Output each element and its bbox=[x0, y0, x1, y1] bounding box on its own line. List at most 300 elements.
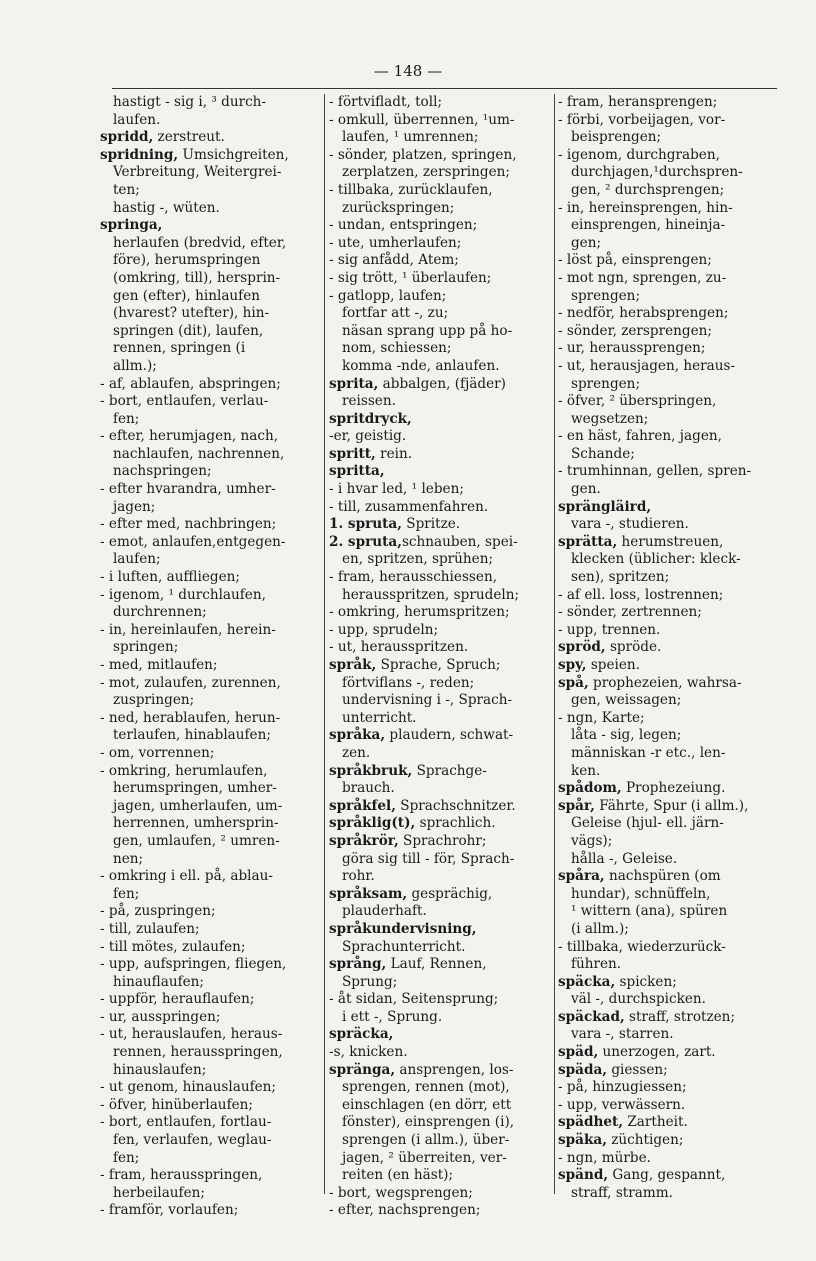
entry-text: Lauf, Rennen, bbox=[386, 956, 487, 973]
entry-line bbox=[329, 886, 553, 904]
entry-text: göra sig till - för, Sprach- bbox=[329, 850, 515, 867]
entry-line bbox=[329, 463, 553, 481]
entry-line bbox=[329, 288, 553, 306]
entry-line bbox=[329, 604, 553, 622]
entry-line bbox=[558, 1062, 786, 1080]
entry-text: - bort, entlaufen, verlau- bbox=[100, 393, 269, 410]
entry-text: förtviflans -, reden; bbox=[329, 674, 475, 691]
entry-line bbox=[100, 129, 322, 147]
entry-text: - i hvar led, ¹ leben; bbox=[329, 481, 464, 498]
headword: språka, bbox=[329, 727, 386, 744]
entry-text: - på, hinzugiessen; bbox=[558, 1079, 687, 1096]
entry-text: - till, zusammenfahren. bbox=[329, 498, 489, 515]
entry-line bbox=[100, 112, 322, 130]
entry-text: brauch. bbox=[329, 780, 395, 797]
entry-line bbox=[558, 217, 786, 235]
entry-line bbox=[558, 1150, 786, 1168]
entry-text: beisprengen; bbox=[558, 129, 662, 146]
entry-text: - omkring i ell. på, ablau- bbox=[100, 868, 273, 885]
entry-text: - nedför, herabsprengen; bbox=[558, 305, 729, 322]
entry-text: - sig trött, ¹ überlaufen; bbox=[329, 269, 492, 286]
entry-text: - fram, herausspringen, bbox=[100, 1167, 263, 1184]
entry-line bbox=[329, 657, 553, 675]
entry-text: hinauflaufen; bbox=[100, 973, 205, 990]
headword: spritt, bbox=[329, 445, 376, 462]
entry-line bbox=[558, 921, 786, 939]
entry-text: unterricht. bbox=[329, 709, 417, 726]
entry-text: - förbi, vorbeijagen, vor- bbox=[558, 111, 726, 128]
entry-text: - efter hvarandra, umher- bbox=[100, 481, 276, 498]
entry-text: sprengen; bbox=[558, 375, 641, 392]
entry-line bbox=[329, 710, 553, 728]
entry-text: - upp, aufspringen, fliegen, bbox=[100, 956, 287, 973]
entry-text: Sprachschnitzer. bbox=[395, 797, 516, 814]
entry-line bbox=[100, 1185, 322, 1203]
entry-text: komma -nde, anlaufen. bbox=[329, 357, 500, 374]
headword: spår, bbox=[558, 797, 595, 814]
entry-text: näsan sprang upp på ho- bbox=[329, 322, 513, 339]
entry-text: Sprache, Spruch; bbox=[376, 657, 501, 673]
entry-text: - sönder, zertrennen; bbox=[558, 604, 702, 621]
headword: sprätta, bbox=[558, 533, 618, 550]
entry-line bbox=[329, 956, 553, 974]
entry-text: rennen, springen (i bbox=[100, 340, 246, 357]
entry-text: - efter, herumjagen, nach, bbox=[100, 428, 279, 445]
entry-line bbox=[558, 323, 786, 341]
entry-text: Sprung; bbox=[329, 973, 398, 990]
entry-text: spicken; bbox=[615, 973, 677, 990]
entry-text: - ngn, Karte; bbox=[558, 709, 645, 726]
headword: spridd, bbox=[100, 129, 154, 146]
column-divider-2 bbox=[554, 94, 555, 1194]
entry-text: Spritze. bbox=[401, 516, 461, 533]
entry-line bbox=[100, 1114, 322, 1132]
entry-line bbox=[329, 499, 553, 517]
entry-text: Sprachrohr; bbox=[398, 832, 487, 849]
entry-line bbox=[100, 1079, 322, 1097]
entry-line bbox=[558, 692, 786, 710]
entry-line bbox=[558, 411, 786, 429]
entry-text: (i allm.); bbox=[558, 920, 629, 937]
entry-line bbox=[100, 939, 322, 957]
entry-text: springen; bbox=[100, 639, 179, 656]
entry-text: - ned, herablaufen, herun- bbox=[100, 709, 281, 726]
entry-text: allm.); bbox=[100, 357, 157, 374]
headword: spritdryck, bbox=[329, 410, 412, 427]
entry-text: - ngn, mürbe. bbox=[558, 1149, 651, 1166]
entry-text: Verbreitung, Weitergrei- bbox=[100, 164, 282, 181]
entry-line bbox=[100, 657, 322, 675]
entry-line bbox=[558, 164, 786, 182]
headword: späcka, bbox=[558, 973, 616, 990]
entry-text: - förtvifladt, toll; bbox=[329, 94, 443, 110]
entry-line bbox=[329, 182, 553, 200]
entry-text: jagen, ² überreiten, ver- bbox=[329, 1149, 507, 1166]
entry-text: - i luften, auffliegen; bbox=[100, 569, 240, 586]
entry-line bbox=[100, 200, 322, 218]
entry-line bbox=[329, 991, 553, 1009]
entry-line bbox=[558, 446, 786, 464]
entry-line bbox=[100, 147, 322, 165]
entry-line bbox=[100, 481, 322, 499]
entry-text: fortfar att -, zu; bbox=[329, 305, 449, 322]
entry-line bbox=[329, 1167, 553, 1185]
entry-text: gen; bbox=[558, 234, 602, 251]
entry-line bbox=[329, 622, 553, 640]
entry-text: - omkring, herumlaufen, bbox=[100, 762, 268, 779]
headword: spritta, bbox=[329, 463, 385, 480]
entry-line bbox=[329, 974, 553, 992]
entry-text: einschlagen (en dörr, ett bbox=[329, 1096, 512, 1113]
entry-text: - ur, heraussprengen; bbox=[558, 340, 706, 357]
entry-text: - tillbaka, wiederzurück- bbox=[558, 938, 726, 955]
entry-line bbox=[558, 587, 786, 605]
entry-line bbox=[100, 745, 322, 763]
entry-line bbox=[100, 463, 322, 481]
entry-text: - af, ablaufen, abspringen; bbox=[100, 375, 281, 392]
entry-line bbox=[558, 604, 786, 622]
entry-line bbox=[100, 235, 322, 253]
entry-line bbox=[329, 323, 553, 341]
entry-line bbox=[100, 411, 322, 429]
entry-text: - fram, herausschiessen, bbox=[329, 569, 498, 586]
entry-text: jagen; bbox=[100, 498, 156, 515]
entry-text: sen), spritzen; bbox=[558, 569, 670, 586]
entry-line bbox=[329, 94, 553, 112]
entry-text: - fram, heransprengen; bbox=[558, 94, 718, 110]
entry-line bbox=[329, 112, 553, 130]
entry-line bbox=[100, 1026, 322, 1044]
entry-line bbox=[100, 182, 322, 200]
entry-text: rennen, herausspringen, bbox=[100, 1044, 283, 1061]
entry-line bbox=[100, 692, 322, 710]
headword: språklig(t), bbox=[329, 815, 416, 832]
entry-line bbox=[558, 780, 786, 798]
entry-text: giessen; bbox=[607, 1061, 668, 1078]
entry-line bbox=[329, 534, 553, 552]
entry-line bbox=[329, 481, 553, 499]
entry-text: herbeilaufen; bbox=[100, 1184, 205, 1201]
entry-line bbox=[100, 323, 322, 341]
headword: språkfel, bbox=[329, 797, 396, 814]
entry-text: gen, weissagen; bbox=[558, 692, 682, 709]
headword: springa, bbox=[100, 217, 163, 234]
entry-line bbox=[329, 815, 553, 833]
entry-text: fen; bbox=[100, 1149, 140, 1166]
entry-text: Geleise (hjul- ell. järn- bbox=[558, 815, 724, 832]
headword: språkrör, bbox=[329, 832, 399, 849]
entry-text: undervisning i -, Sprach- bbox=[329, 692, 513, 709]
entry-text: - ute, umherlaufen; bbox=[329, 234, 462, 251]
entry-line bbox=[100, 991, 322, 1009]
headword: 2. spruta, bbox=[329, 533, 402, 550]
entry-text: - sönder, zersprengen; bbox=[558, 322, 712, 339]
headword: språng, bbox=[329, 956, 387, 973]
entry-text: - sig anfådd, Atem; bbox=[329, 252, 459, 269]
entry-text: zuspringen; bbox=[100, 692, 195, 709]
entry-text: laufen. bbox=[100, 111, 161, 128]
entry-text: klecken (üblicher: kleck- bbox=[558, 551, 741, 568]
entry-line bbox=[558, 1026, 786, 1044]
headword: spridning, bbox=[100, 146, 179, 163]
entry-line bbox=[558, 851, 786, 869]
entry-line bbox=[329, 340, 553, 358]
entry-text: durchrennen; bbox=[100, 604, 207, 621]
entry-line bbox=[329, 903, 553, 921]
entry-text: fen, verlaufen, weglau- bbox=[100, 1132, 272, 1149]
entry-text: reissen. bbox=[329, 393, 396, 410]
entry-line bbox=[329, 376, 553, 394]
entry-text: straff, strotzen; bbox=[624, 1008, 736, 1025]
entry-line bbox=[100, 164, 322, 182]
headword: sprängläird, bbox=[558, 498, 652, 515]
entry-text: - gatlopp, laufen; bbox=[329, 287, 447, 304]
entry-line bbox=[329, 939, 553, 957]
entry-line bbox=[100, 1062, 322, 1080]
entry-text: springen (dit), laufen, bbox=[100, 322, 264, 339]
entry-text: einsprengen, hineinja- bbox=[558, 217, 726, 234]
entry-text: herrennen, umhersprin- bbox=[100, 815, 279, 832]
entry-text: - ut, herausjagen, heraus- bbox=[558, 357, 736, 374]
entry-line bbox=[100, 1097, 322, 1115]
entry-text: vägs); bbox=[558, 832, 613, 849]
entry-text: Fährte, Spur (i allm.), bbox=[594, 797, 749, 814]
column-2 bbox=[329, 94, 553, 1220]
entry-text: människan -r etc., len- bbox=[558, 744, 726, 761]
entry-text: (omkring, till), hersprin- bbox=[100, 269, 281, 286]
entry-text: durchjagen,¹durchspren- bbox=[558, 164, 743, 181]
page-number: — 148 — bbox=[373, 62, 443, 80]
entry-line bbox=[558, 1185, 786, 1203]
entry-text: - till, zulaufen; bbox=[100, 920, 200, 937]
entry-line bbox=[558, 675, 786, 693]
entry-text: nachspüren (om bbox=[604, 868, 721, 885]
entry-text: - omkull, überrennen, ¹um- bbox=[329, 111, 515, 128]
entry-line bbox=[100, 727, 322, 745]
entry-line bbox=[100, 798, 322, 816]
entry-text: vara -, starren. bbox=[558, 1026, 674, 1043]
entry-line bbox=[558, 182, 786, 200]
entry-line bbox=[329, 921, 553, 939]
entry-text: - emot, anlaufen,entgegen- bbox=[100, 533, 286, 550]
entry-text: hinauslaufen; bbox=[100, 1061, 207, 1078]
entry-line bbox=[329, 217, 553, 235]
entry-text: - sönder, platzen, springen, bbox=[329, 146, 517, 163]
entry-text: - öfver, hinüberlaufen; bbox=[100, 1096, 253, 1113]
entry-line bbox=[558, 939, 786, 957]
entry-text: spröde. bbox=[605, 639, 662, 656]
entry-line bbox=[558, 1132, 786, 1150]
entry-text: hålla -, Geleise. bbox=[558, 850, 678, 867]
entry-text: - in, hereinsprengen, hin- bbox=[558, 199, 733, 216]
entry-text: Schande; bbox=[558, 445, 635, 462]
entry-text: laufen; bbox=[100, 551, 161, 568]
entry-line bbox=[100, 587, 322, 605]
headword: späd, bbox=[558, 1044, 599, 1061]
entry-text: - bort, wegsprengen; bbox=[329, 1184, 473, 1201]
entry-line bbox=[558, 499, 786, 517]
entry-text: nen; bbox=[100, 850, 144, 867]
entry-line bbox=[329, 1062, 553, 1080]
entry-text: - ur, ausspringen; bbox=[100, 1008, 221, 1025]
entry-line bbox=[558, 798, 786, 816]
entry-line bbox=[558, 903, 786, 921]
headword: sprita, bbox=[329, 375, 379, 392]
entry-line bbox=[558, 886, 786, 904]
entry-line bbox=[100, 1167, 322, 1185]
entry-text: Umsichgreiten, bbox=[178, 146, 289, 163]
entry-line bbox=[100, 569, 322, 587]
entry-text: en, spritzen, sprühen; bbox=[329, 551, 494, 568]
headword: spy, bbox=[558, 657, 587, 673]
entry-line bbox=[558, 868, 786, 886]
entry-line bbox=[100, 833, 322, 851]
headword: späckad, bbox=[558, 1008, 625, 1025]
entry-text: - af ell. loss, lostrennen; bbox=[558, 586, 724, 603]
entry-text: - till mötes, zulaufen; bbox=[100, 938, 246, 955]
entry-line bbox=[329, 1097, 553, 1115]
entry-text: - omkring, herumspritzen; bbox=[329, 604, 510, 621]
entry-text: laufen, ¹ umrennen; bbox=[329, 129, 479, 146]
entry-line bbox=[558, 481, 786, 499]
entry-line bbox=[100, 516, 322, 534]
entry-text: sprengen; bbox=[558, 287, 641, 304]
entry-line bbox=[100, 1009, 322, 1027]
entry-line bbox=[100, 270, 322, 288]
entry-line bbox=[558, 147, 786, 165]
entry-text: gen (efter), hinlaufen bbox=[100, 287, 261, 304]
entry-line bbox=[558, 305, 786, 323]
entry-text: nachlaufen, nachrennen, bbox=[100, 445, 285, 462]
entry-line bbox=[558, 622, 786, 640]
entry-line bbox=[329, 252, 553, 270]
entry-line bbox=[329, 551, 553, 569]
entry-line bbox=[558, 1044, 786, 1062]
entry-line bbox=[100, 393, 322, 411]
entry-line bbox=[329, 446, 553, 464]
entry-text: schnauben, spei- bbox=[401, 533, 518, 550]
headword: språkundervisning, bbox=[329, 920, 477, 937]
entry-line bbox=[329, 411, 553, 429]
entry-line bbox=[558, 112, 786, 130]
entry-text: fen; bbox=[100, 410, 140, 427]
entry-text: Zartheit. bbox=[623, 1114, 688, 1131]
entry-text: - om, vorrennen; bbox=[100, 744, 215, 761]
entry-line bbox=[329, 1132, 553, 1150]
entry-text: - mot ngn, sprengen, zu- bbox=[558, 269, 727, 286]
entry-text: terlaufen, hinablaufen; bbox=[100, 727, 271, 744]
entry-line bbox=[100, 956, 322, 974]
entry-text: - åt sidan, Seitensprung; bbox=[329, 991, 499, 1008]
entry-line bbox=[329, 147, 553, 165]
entry-text: - ut, herauslaufen, heraus- bbox=[100, 1026, 283, 1043]
entry-line bbox=[558, 200, 786, 218]
entry-line bbox=[329, 428, 553, 446]
entry-text: fönster), einsprengen (i), bbox=[329, 1114, 515, 1131]
entry-text: rohr. bbox=[329, 868, 375, 885]
entry-line bbox=[100, 534, 322, 552]
entry-line bbox=[329, 1150, 553, 1168]
entry-line bbox=[100, 763, 322, 781]
entry-text: Sprachunterricht. bbox=[329, 938, 466, 955]
entry-line bbox=[329, 780, 553, 798]
entry-line bbox=[558, 710, 786, 728]
entry-text: ansprengen, los- bbox=[395, 1061, 514, 1078]
entry-text: hastig -, wüten. bbox=[100, 199, 220, 216]
entry-text: gen, umlaufen, ² umren- bbox=[100, 832, 280, 849]
entry-text: - efter med, nachbringen; bbox=[100, 516, 277, 533]
entry-text: - in, hereinlaufen, herein- bbox=[100, 621, 276, 638]
entry-text: - framför, vorlaufen; bbox=[100, 1202, 239, 1219]
entry-line bbox=[329, 270, 553, 288]
headword: spå, bbox=[558, 674, 589, 691]
entry-line bbox=[100, 974, 322, 992]
entry-line bbox=[100, 252, 322, 270]
entry-line bbox=[329, 639, 553, 657]
entry-text: herumspringen, umher- bbox=[100, 780, 277, 797]
headword: språksam, bbox=[329, 885, 408, 902]
entry-line bbox=[558, 428, 786, 446]
headword: spänd, bbox=[558, 1167, 609, 1184]
entry-line bbox=[558, 569, 786, 587]
entry-text: - ut genom, hinauslaufen; bbox=[100, 1079, 276, 1096]
entry-text: (hvarest? utefter), hin- bbox=[100, 305, 270, 322]
entry-text: hundar), schnüffeln, bbox=[558, 885, 711, 902]
entry-line bbox=[558, 833, 786, 851]
entry-line bbox=[329, 305, 553, 323]
entry-line bbox=[329, 763, 553, 781]
entry-text: plauderhaft. bbox=[329, 903, 427, 920]
entry-line bbox=[329, 675, 553, 693]
entry-text: Sprachge- bbox=[412, 762, 487, 779]
entry-text: gen. bbox=[558, 481, 601, 498]
entry-text: zurückspringen; bbox=[329, 199, 455, 216]
headword: späka, bbox=[558, 1132, 607, 1149]
entry-line bbox=[100, 622, 322, 640]
entry-line bbox=[558, 534, 786, 552]
entry-text: Prophezeiung. bbox=[621, 780, 726, 797]
entry-line bbox=[329, 358, 553, 376]
entry-line bbox=[329, 745, 553, 763]
entry-text: - upp, verwässern. bbox=[558, 1096, 686, 1113]
entry-line bbox=[100, 340, 322, 358]
entry-text: - trumhinnan, gellen, spren- bbox=[558, 463, 752, 480]
entry-text: ¹ wittern (ana), spüren bbox=[558, 903, 728, 920]
entry-text: - mot, zulaufen, zurennen, bbox=[100, 674, 281, 691]
entry-text: - upp, sprudeln; bbox=[329, 621, 439, 638]
entry-line bbox=[100, 1150, 322, 1168]
entry-text: prophezeien, wahrsa- bbox=[588, 674, 742, 691]
entry-line bbox=[100, 1132, 322, 1150]
entry-line bbox=[329, 516, 553, 534]
headword: spräcka, bbox=[329, 1026, 394, 1043]
entry-text: sprengen, rennen (mot), bbox=[329, 1079, 510, 1096]
column-1 bbox=[100, 94, 322, 1220]
entry-line bbox=[558, 956, 786, 974]
entry-line bbox=[329, 1044, 553, 1062]
entry-line bbox=[329, 1202, 553, 1220]
entry-text: züchtigen; bbox=[606, 1132, 684, 1149]
entry-line bbox=[100, 639, 322, 657]
headword: 1. spruta, bbox=[329, 516, 402, 533]
entry-line bbox=[329, 692, 553, 710]
entry-text: zen. bbox=[329, 744, 371, 761]
headword: spränga, bbox=[329, 1061, 396, 1078]
entry-line bbox=[558, 252, 786, 270]
entry-line bbox=[329, 868, 553, 886]
entry-text: i ett -, Sprung. bbox=[329, 1008, 443, 1025]
entry-line bbox=[100, 499, 322, 517]
